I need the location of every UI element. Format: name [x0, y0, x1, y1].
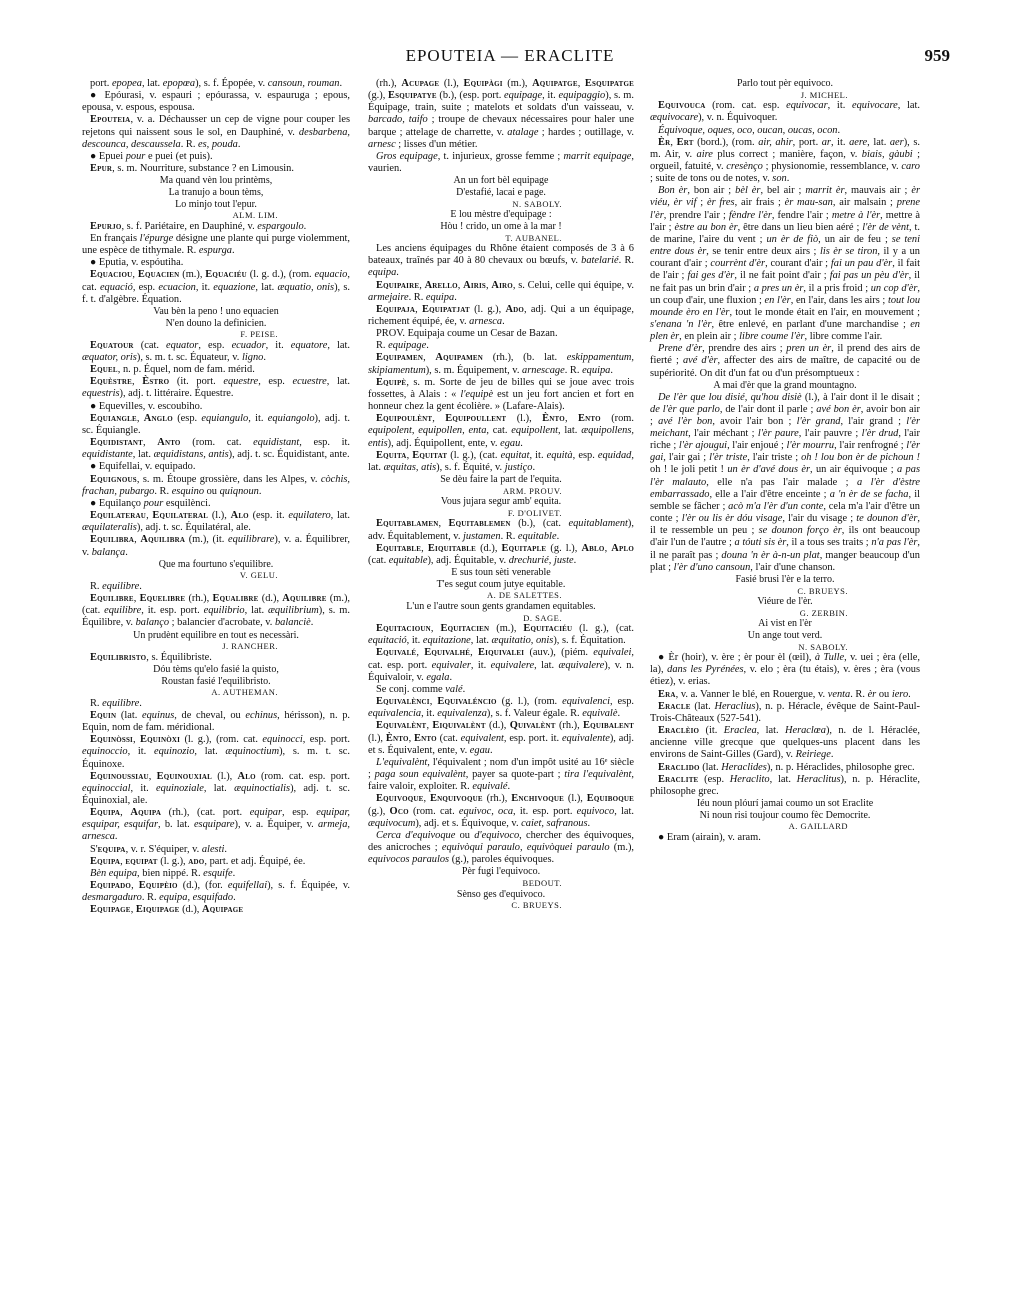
running-header: [70, 46, 950, 70]
quote-line: Vau bèn la peno ! uno equacien: [153, 305, 279, 317]
dictionary-entry: Equilibra, Aquilibra (m.), (it. equilibrare), v. a. Équilibrer, v. balança.: [82, 534, 350, 558]
dictionary-entry: ● Equilanço pour esquilènci.: [90, 497, 211, 509]
dictionary-entry: Equipoulènt, Equipoullent (l.), Ènto, Ento (rom. equipolent, equipollen, enta, cat. equipollent, lat. æquipollens, entis), adj. Équipollent, ente, v. egau.: [368, 413, 635, 449]
quote-line: Pèr fugi l'equivoco.: [461, 866, 541, 878]
quote-line: D'estafié, lacai e page.: [456, 186, 546, 198]
dictionary-entry: S'equipa, v. r. S'équiper, v. alesti.: [90, 843, 227, 855]
dictionary-entry: Eraclèio (it. Eraclea, lat. Heraclœa), n. de l. Héraclée, ancienne ville grecque que quelques-uns placent dans les environs de Saint-Gilles (Gard), v. Reiriege.: [650, 725, 921, 761]
dictionary-entry: Equel, n. p. Équel, nom de fam. mérid.: [90, 364, 255, 376]
dictionary-entry: ● Epóurasi, v. espauri ; epóurassa, v. espauruga ; epous, epousa, v. espous, espousa.: [82, 90, 351, 114]
quote-line: Ai vist en l'èr: [758, 618, 812, 630]
dictionary-entry: Equivoque, Enquivoque (rh.), Enchivoque (l.), Equiboque (g.), Oco (rom. cat. equivoc, oca, it. esp. port. equivoco, lat. æquivocum), adj. et s. Équivoque, v. caiet, safranous.: [368, 793, 635, 829]
column-2: [368, 78, 634, 911]
dictionary-entry: Se conj. comme valé.: [376, 683, 466, 695]
quote-author: N. SABOLY.: [512, 198, 562, 209]
dictionary-entry: Equilaterau, Equilateral (l.), Alo (esp. it. equilatero, lat. æquilateralis), adj. t. sc. Équilatéral, ale.: [82, 510, 350, 534]
dictionary-entry: Bon èr, bon air ; bèl èr, bel air ; marrit èr, mauvais air ; èr viéu, èr vif ; èr fres, air frais ; èr mau-san, air malsain ; prene l'èr, prendre l'air ; fèndre l'èr, fendre l'air ; metre à l'èr, mettre à l'air ; èstre au bon èr, être dans un lieu bien aéré ; l'èr de vènt, t. de marine, l'aire du vent ; un èr de fiò, un air de feu ; se teni entre dous èr, se tenir entre deux airs ; lis èr se tiron, il y a un courant d'air ; courrènt d'èr, courant d'air ; fai un pau d'èr, il fait de l'air ; fai ges d'èr, il ne fait point d'air ; fai pas un pèu d'èr, il ne fait pas un brin d'air ; a pres un èr, il a pris froid ; un cop d'èr, un coup d'air, une fluxion ; en l'èr, en l'air, dans les airs ; tout lou mounde èro en l'èr, tout le monde était en l'air, en mouvement ; s'enana 'n l'èr, être enlevé, en parlant d'une marchandise ; en plen èr, en plein air ; libre coume l'èr, libre comme l'air.: [650, 185, 921, 343]
dictionary-entry: Bèn equipa, bien nippé. R. esquife.: [90, 867, 236, 879]
dictionary-entry: En français l'épurge désigne une plante qui purge violemment, une espèce de tithymale. R. espurga.: [82, 233, 351, 257]
quote-line: Que ma fourtuno s'equilibre.: [158, 558, 274, 570]
dictionary-entry: Equivouca (rom. cat. esp. equivocar, it. equivocare, lat. æquivocare), v. n. Équivoquer.: [650, 100, 921, 124]
quote-line: Sènso ges d'equivoco.: [456, 888, 546, 900]
dictionary-entry: Equipaire, Arello, Airis, Airo, s. Celui, celle qui équipe, v. armejaire. R. equipa.: [368, 279, 634, 303]
dictionary-entry: Prene d'èr, prendre des airs ; pren un èr, il prend des airs de fierté ; avé d'èr, affecter des airs de maître, de capacité ou de supériorité. On dit d'un fat ou d'un présomptueux :: [650, 343, 921, 379]
dictionary-entry: Eraclido (lat. Heraclides), n. p. Héraclides, philosophe grec.: [658, 761, 915, 773]
dictionary-entry: Equaciou, Equacien (m.), Equaciéu (l. g. d.), (rom. equacio, cat. equació, esp. ecuacion, it. equazione, lat. æquatio, onis), s. f. t. d'algèbre. Équation.: [82, 269, 351, 305]
dictionary-entry: Équivoque, oques, oco, oucan, oucas, ocon.: [658, 124, 841, 136]
dictionary-entry: Eraclite (esp. Heraclito, lat. Heraclitus), n. p. Héraclite, philosophe grec.: [650, 773, 921, 797]
dictionary-entry: Equilibristo, s. Équilibriste.: [90, 651, 212, 663]
quote-line: Roustan fasié l'equilibristo.: [161, 675, 271, 687]
dictionary-entry: Equitable, Eiquitable (d.), Equitaple (g. l.), Ablo, Aplo (cat. equitable), adj. Équitable, v. drechurié, juste.: [368, 542, 634, 566]
dictionary-entry: port. epopea, lat. epopœa), s. f. Épopée, v. cansoun, rouman.: [90, 78, 343, 89]
dictionary-entry: Epur, s. m. Nourriture, substance ? en Limousin.: [90, 163, 294, 175]
column-3: [650, 78, 920, 844]
quote-author: J. RANCHER.: [222, 641, 278, 652]
quote-line: E lou mèstre d'equipage :: [450, 209, 552, 221]
dictionary-entry: Equivalé, Equivalhé, Eiquivalei (auv.), (piém. equivalei, cat. esp. port. equivaler, it. equivalere, lat. æquivalere), v. n. Équivaloir, v. egala.: [368, 647, 634, 683]
dictionary-entry: Gros equipage, t. injurieux, grosse femme ; marrit equipage, vaurien.: [368, 150, 634, 175]
dictionary-entry: Equivalènt, Eiquivalènt (d.), Quivalènt (rh.), Equibalent (l.), Ènto, Ento (cat. equivalent, esp. port. it. equivalente), adj. et s. Équivalent, ente, v. egau.: [368, 720, 634, 756]
quote-line: N'en douno la definicien.: [165, 317, 267, 329]
dictionary-entry: Equidistant, Anto (rom. cat. equidistant, esp. it. equidistante, lat. æquidistans, antis), adj. t. sc. Équidistant, ante.: [82, 437, 350, 461]
quote-author: ALM. LIM.: [232, 210, 278, 221]
dictionary-entry: Equita, Equitat (l. g.), (cat. equitat, it. equità, esp. equidad, lat. æquitas, atis), s. f. Équité, v. justiço.: [368, 449, 634, 473]
quote-line: La tranujo a boun tèms,: [168, 186, 264, 198]
dictionary-entry: Equilibre, Equelibre (rh.), Equalibre (d.), Aquilibre (m.), (cat. equilibre, it. esp. port. equilibrio, lat. æquilibrium), s. m. Équilibre, v. balanço ; balancier d'acrobate, v. balanciè.: [82, 593, 351, 629]
quote-author: G. ZERBIN.: [799, 607, 848, 618]
dictionary-entry: Cerca d'equivoque ou d'equivoco, chercher des équivoques, des anicroches ; equivòqui paraulo, equivòquei paraulo (m.), equivocos paraulos (g.), paroles équivoques.: [368, 829, 634, 866]
dictionary-entry: Equipaja, Equipatjat (l. g.), Ado, adj. Qui a un équipage, richement équipé, ée, v. arnesca.: [368, 303, 634, 327]
dictionary-entry: L'equivalènt, l'équivalent ; nom d'un impôt usité au 16ᵉ siècle ; paga soun equivalènt, payer sa quote-part ; tira l'equivalènt, faire valoir, exploiter. R. equivalé.: [368, 756, 634, 793]
dictionary-entry: Era, v. a. Vanner le blé, en Rouergue, v. venta. R. èr ou iero.: [658, 688, 911, 700]
quote-author: A. AUTHEMAN.: [211, 687, 278, 698]
dictionary-entry: ● Equifellai, v. equipado.: [90, 461, 196, 473]
column-1: [82, 78, 350, 917]
dictionary-entry: Les anciens équipages du Rhône étaient composés de 3 à 6 bateaux, traînés par 40 à 80 chevaux ou bœufs, v. batelarié. R. equipa.: [368, 243, 634, 279]
dictionary-entry: Epouteia, v. a. Déchausser un cep de vigne pour couper les rejetons qui naissent sous le sol, en Dauphiné, v. desbarbena, descounca, descaussela. R. es, pouda.: [82, 114, 350, 150]
dictionary-entry: Epurjo, s. f. Pariétaire, en Dauphiné, v. espargoulo.: [90, 220, 307, 232]
quote-line: Iéu noun plóurí jamai coumo un sot Eraclite: [696, 798, 874, 810]
quote-line: Hòu ! crido, un ome à la mar !: [440, 220, 562, 232]
quote-author: F. D'OLIVET.: [507, 507, 562, 518]
quote-author: D. SAGE.: [523, 612, 562, 623]
dictionary-entry: De l'èr que lou disié, qu'hou disiè (l.), à l'air dont il le disait ; de l'èr que parlo, de l'air dont il parle ; avé bon èr, avoir bon air ; avé l'èr bon, avoir l'air bon ; l'èr grand, l'air grand ; l'èr meichant, l'air méchant ; l'èr paure, l'air pauvre ; l'èr drud, l'air riche ; l'èr ajougui, l'air enjoué ; l'èr mourru, l'air renfrogné ; l'èr gai, l'air gai ; l'èr triste, l'air triste ; oh ! lou bon èr de pichoun ! oh ! le joli petit ! un èr d'avé dous èr, un air équivoque ; a pas l'èr malauto, elle n'a pas l'air malade ; a l'èr d'èstre embarrassado, elle a l'air d'être enceinte ; a 'n èr de se facha, il semble se fâcher ; acò m'a l'èr d'un conte, cela m'a l'air d'être un conte ; l'èr ou lis èr dóu visage, l'air du visage ; te dounon d'èr, il te ressemble un peu ; se dounon forço èr, ils ont beaucoup d'air l'un de l'autre ; a tóuti sis èr, il a tous ses traits ; n'a pas l'èr, il ne paraît pas ; douna 'n èr à-n-un plat, manger beaucoup d'un plat ; l'èr d'uno cansoun, l'air d'une chanson.: [650, 391, 921, 573]
dictionary-entry: Equinòssi, Equinòxi (l. g.), (rom. cat. equinocci, esp. port. equinoccio, it. equinozio, lat. æquinoctium), s. m. t. sc. Équinoxe.: [82, 734, 351, 770]
dictionary-entry: R. equilibre.: [90, 697, 142, 709]
quote-line: Parlo tout pèr equivoco.: [736, 78, 834, 89]
quote-line: E sus toun sèti venerable: [451, 567, 551, 579]
dictionary-entry: Equipa, Aquipa (rh.), (cat. port. equipar, esp. equipar, esquipar, esquifar, b. lat. esquipare), v. a. Équiper, v. armeja, arnesca.: [82, 807, 350, 843]
page-title: EPOUTEIA — ERACLITE: [405, 46, 615, 65]
quote-line: Ni noun risi toujour coumo fèc Democrite.: [699, 809, 871, 821]
quote-line: Fasié brusi l'èr e la terro.: [735, 573, 835, 585]
dictionary-entry: Equatour (cat. equator, esp. ecuador, it. equatore, lat. æquator, oris), s. m. t. sc. Équateur, v. ligno.: [82, 339, 350, 364]
quote-author: F. PEISE.: [240, 329, 278, 340]
quote-line: Un prudènt equilibre en tout es necessàri.: [133, 629, 299, 641]
quote-line: An un fort bèl equipage: [453, 175, 549, 187]
dictionary-entry: Equitacioun, Equitacien (m.), Equitaciéu (l. g.), (cat. equitació, it. equitazione, lat. æquitatio, onis), s. f. Équitation.: [368, 623, 634, 647]
dictionary-entry: (rh.), Acupage (l.), Equipàgi (m.), Aquipatge, Esquipatge (g.), Esquipatye (b.), (esp. port. equipage, it. equipaggio), s. m. Équipage, train, suite ; matelots et soldats d'un vaisseau, v. barcado, taifo ; troupe de chevaux nécessaires pour haler une barque ; attelage de charrette, v. atalage ; hardes ; outillage, v. arnesc ; lisses d'un métier.: [368, 78, 635, 150]
dictionary-entry: ● Equevilles, v. escoubiho.: [90, 400, 203, 412]
quote-author: N. SABOLY.: [798, 641, 848, 652]
quote-author: BEDOUT.: [522, 878, 562, 888]
quote-author: C. BRUEYS.: [797, 585, 848, 596]
dictionary-entry: ● Èr (hoir), v. ère ; èr pour èl (œil), à Tulle, v. uei ; èra (elle, la), dans les Pyrénées, v. elo ; èra (tu étais), v. ères ; èra (vous étiez), v. erias.: [650, 652, 921, 688]
quote-author: ARM. PROUV.: [503, 485, 562, 496]
quote-author: T. AUBANEL.: [505, 232, 562, 243]
quote-line: Un ange tout verd.: [747, 629, 823, 641]
quote-author: J. MICHEL.: [800, 89, 848, 100]
dictionary-entry: Equipè, s. m. Sorte de jeu de billes qui se joue avec trois fossettes, à Alais : « l'equipè est un jeu fort ancien et fort en honneur chez la gent écolière. » (Lafare-Alais).: [368, 376, 634, 413]
quote-author: V. GELU.: [239, 570, 278, 581]
quote-line: Ma quand vèn lou printèms,: [159, 175, 273, 187]
dictionary-entry: Equipado, Equipèio (d.), (for. equifellai), s. f. Équipée, v. desmargaduro. R. equipa, esquifado.: [82, 880, 350, 904]
dictionary-entry: Equipa, equipat (l. g.), ado, part. et adj. Équipé, ée.: [90, 855, 306, 867]
dictionary-entry: Èr, Ert (bord.), (rom. air, ahir, port. ar, it. aere, lat. aer), s. m. Air, v. aire plus correct ; manière, façon, v. biais, gàubi ; orgueil, fatuité, v. cresènço ; physionomie, ressemblance, v. caro ; suite de tons ou de notes, v. son.: [650, 136, 921, 185]
quote-author: C. BRUEYS.: [511, 900, 562, 911]
dictionary-entry: Equipamen, Aquipamen (rh.), (b. lat. eskippamentum, skipiamentum), s. m. Équipement, v. arnescage. R. equipa.: [368, 352, 634, 376]
page-number: 959: [924, 46, 950, 65]
quote-line: T'es segut coum jutye equitable.: [436, 578, 566, 590]
quote-author: A. GAILLARD: [788, 821, 848, 832]
dictionary-entry: Equipage, Eiquipage (d.), Aquipage: [90, 904, 244, 916]
dictionary-entry: Equitablamen, Equitablemen (b.), (cat. equitablament), adv. Équitablement, v. justamen. R. equitable.: [368, 518, 634, 542]
quote-author: A. DE SALETTES.: [486, 590, 562, 601]
dictionary-entry: PROV. Equipaja coume un Cesar de Bazan.: [376, 328, 558, 340]
quote-line: Vous jujara segur amb' equita.: [440, 496, 562, 508]
dictionary-entry: ● Eram (airain), v. aram.: [658, 831, 761, 843]
dictionary-entry: Equinoussiau, Equinouxial (l.), Alo (rom. cat. esp. port. equinoccial, it. equinoziale, lat. æquinoctialis), adj. t. sc. Équinoxial, ale.: [82, 770, 350, 807]
dictionary-entry: Eracle (lat. Heraclius), n. p. Héracle, évêque de Saint-Paul-Trois-Châteaux (527-541).: [650, 700, 920, 724]
quote-line: Viéure de l'èr.: [757, 596, 813, 608]
quote-line: Dóu tèms qu'elo fasié la quisto,: [153, 663, 279, 675]
dictionary-entry: Equèstre, Èstro (it. port. equestre, esp. ecuestre, lat. equestris), adj. t. littéraire. Équestre.: [82, 376, 350, 400]
quote-line: Se dèu faire la part de l'equita.: [440, 474, 562, 486]
quote-line: L'un e l'autre soun gents grandamen equitables.: [406, 600, 596, 612]
dictionary-entry: Equin (lat. equinus, de cheval, ou echinus, hérisson), n. p. Equin, nom de fam. méridional.: [82, 709, 350, 734]
dictionary-entry: Equignous, s. m. Étoupe grossière, dans les Alpes, v. còchis, frachan, pubargo. R. esquino ou quiqnoun.: [82, 473, 350, 497]
dictionary-entry: R. equilibre.: [90, 580, 142, 592]
dictionary-entry: Equiangle, Anglo (esp. equiangulo, it. equiangolo), adj. t. sc. Équiangle.: [82, 412, 350, 436]
dictionary-entry: ● Eputia, v. espóutiha.: [90, 257, 184, 269]
quote-line: A mai d'èr que la grand mountagno.: [713, 379, 857, 391]
dictionary-entry: Equivalènci, Equivaléncio (g. l.), (rom. equivalenci, esp. equivalencia, it. equivalenza), s. f. Valeur égale. R. equivalè.: [368, 696, 634, 720]
dictionary-entry: R. equipage.: [376, 340, 429, 352]
quote-line: Lo minjo tout l'epur.: [175, 198, 257, 210]
dictionary-entry: ● Epuei pour e puei (et puis).: [90, 150, 213, 162]
